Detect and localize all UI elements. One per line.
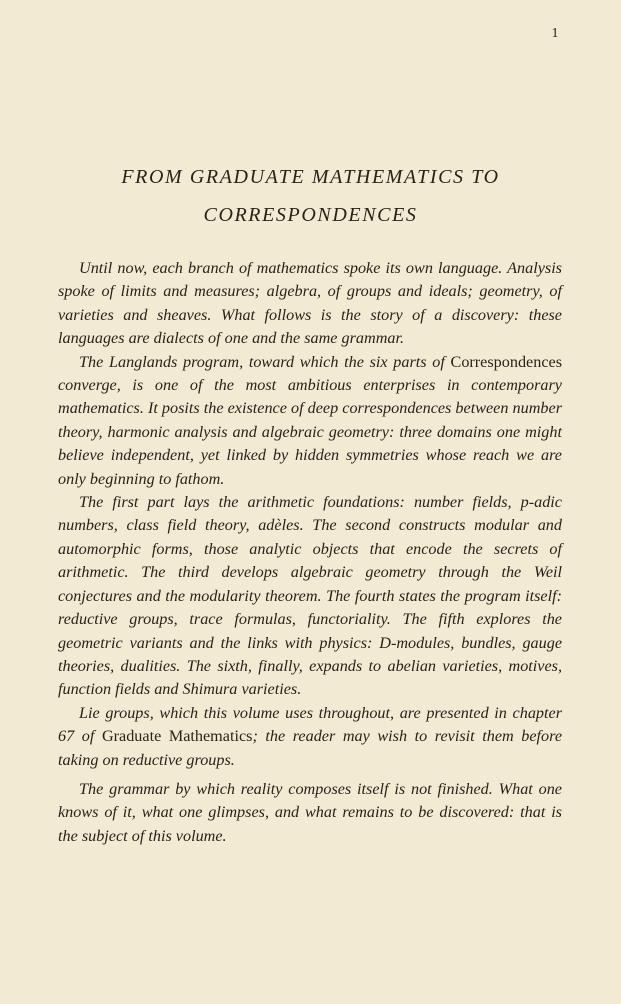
chapter-title: [40, 158, 581, 234]
paragraph-2: [58, 351, 562, 491]
body-text: [58, 257, 562, 848]
paragraph-5: The grammar by which reality composes itself is not finished. What one knows of it, what one glimpses, and what remains to be discovered: that is the subject of this volume.: [58, 779, 562, 845]
book-title-reference: Graduate Mathematics: [101, 727, 253, 746]
page-number: 1: [551, 26, 559, 41]
paragraph-4-text-a: Lie groups, which this volume uses throughout, are presented in chapter 67 of: [58, 703, 562, 746]
paragraph-1: Until now, each branch of mathematics spoke its own language. Analysis spoke of limits and measures; algebra, of groups and ideals; geometry, of varieties and sheaves. What follows is the story of a discovery: these languages are dialects of one and the same grammar.: [58, 259, 562, 348]
paragraph-2-text-b: converge, is one of the most ambitious enterprises in contemporary mathematics. It posits the existence of deep correspondences between number theory, harmonic analysis and algebraic geometry: three domains one might believe independent, yet linked by hidden symmetries whose reach we are only beginning to fathom.: [58, 376, 562, 488]
chapter-title-line-1: FROM GRADUATE MATHEMATICS TO: [121, 166, 500, 188]
chapter-title-line-2: CORRESPONDENCES: [203, 204, 418, 226]
paragraph-4-text-b: ; the reader may wish to revisit them before taking on reductive groups.: [58, 727, 563, 769]
book-title-reference: Correspondences: [450, 352, 562, 371]
paragraph-4: [58, 702, 562, 772]
paragraph-2-text-a: The Langlands program, toward which the six parts of: [79, 352, 445, 371]
paragraph-3: The first part lays the arithmetic foundations: number fields, p-adic numbers, class field theory, adèles. The second constructs modular and automorphic forms, those analytic objects that encode the secrets of arithmetic. The third develops algebraic geometry through the Weil conjectures and the modularity theorem. The fourth states the program itself: reductive groups, trace formulas, functoriality. The fifth explores the geometric variants and the links with physics: D-modules, bundles, gauge theories, dualities. The sixth, finally, expands to abelian varieties, motives, function fields and Shimura varieties.: [58, 493, 562, 699]
